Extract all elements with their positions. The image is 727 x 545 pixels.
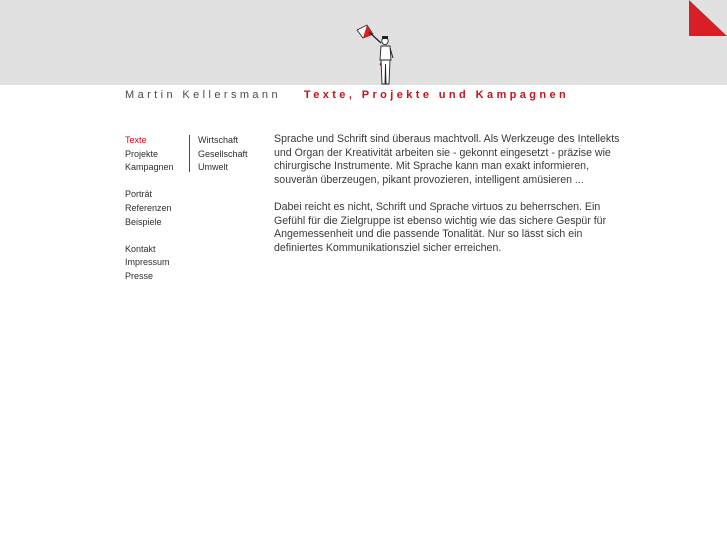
nav-item-referenzen[interactable]: Referenzen	[125, 202, 172, 213]
nav-item-texte[interactable]: Texte	[125, 135, 147, 145]
nav-spacer	[125, 175, 189, 189]
corner-triangle-icon	[689, 0, 727, 36]
content-paragraph: Sprache und Schrift sind überaus machtvoll. Als Werkzeuge des Intellekts und Organ der Kreativität arbeiten sie - gekonnt eingesetzt - präzise wie chirurgische Instrumente. Mit Sprache kann man exakt informieren, souverän überzeugen, pikant provozieren, intelligent amüsieren ...	[274, 133, 620, 186]
brand-name[interactable]: Martin Kellersmann	[125, 89, 281, 101]
nav-item-beispiele[interactable]: Beispiele	[125, 216, 162, 227]
nav-item-kampagnen[interactable]: Kampagnen	[125, 162, 174, 173]
subnav-item-gesellschaft[interactable]: Gesellschaft	[198, 148, 248, 159]
signal-flag-figure-logo[interactable]	[355, 24, 399, 86]
main-content	[274, 133, 634, 269]
nav-spacer	[125, 229, 189, 243]
main-navigation	[125, 134, 189, 284]
content-paragraph: Dabei reicht es nicht, Schrift und Sprache virtuos zu beherrschen. Ein Gefühl für die Zielgruppe ist ebenso wichtig wie das sichere Gespür für Angemessenheit und die passende Tonalität. Nur so lässt sich ein definiertes Kommunikationsziel sicher erreichen.	[274, 200, 607, 254]
nav-item-kontakt[interactable]: Kontakt	[125, 243, 156, 254]
subnav-item-wirtschaft[interactable]: Wirtschaft	[198, 135, 239, 145]
brand-tagline: Texte, Projekte und Kampagnen	[303, 89, 570, 101]
nav-item-portraet[interactable]: Porträt	[125, 189, 153, 200]
sub-navigation	[198, 134, 268, 175]
nav-item-impressum[interactable]: Impressum	[125, 257, 170, 268]
nav-item-projekte[interactable]: Projekte	[125, 148, 159, 159]
nav-divider	[189, 135, 190, 172]
subnav-item-umwelt[interactable]: Umwelt	[198, 162, 229, 173]
brand-line	[125, 88, 645, 102]
nav-item-presse[interactable]: Presse	[125, 270, 154, 281]
